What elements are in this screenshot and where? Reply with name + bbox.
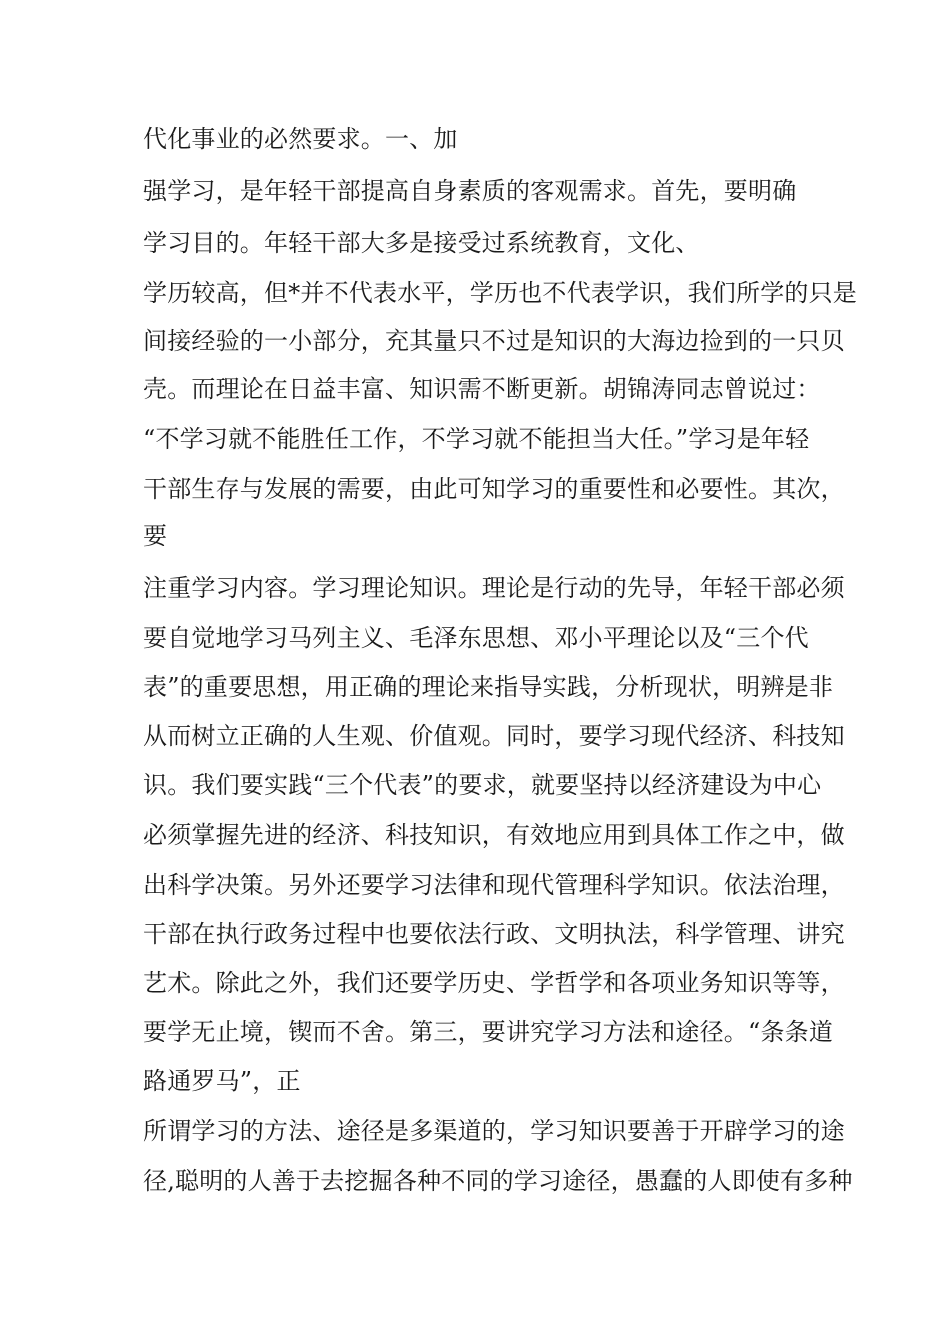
text-line: 代化事业的必然要求。一、加 [143,125,458,153]
text-line: 路通罗马”，正 [143,1067,301,1095]
text-line: 壳。而理论在日益丰富、知识需不断更新。胡锦涛同志曾说过： [143,375,821,403]
text-line: 艺术。除此之外，我们还要学历史、学哲学和各项业务知识等等， [143,969,845,997]
text-line: 强学习，是年轻干部提高自身素质的客观需求。首先，要明确 [143,177,797,205]
text-line: 必须掌握先进的经济、科技知识，有效地应用到具体工作之中，做 [143,821,845,849]
text-line: 所谓学习的方法、途径是多渠道的，学习知识要善于开辟学习的途 [143,1117,845,1145]
text-line: 要 [143,522,168,550]
text-line: 干部生存与发展的需要，由此可知学习的重要性和必要性。其次， [143,475,845,503]
text-line: 表”的重要思想，用正确的理论来指导实践，分析现状，明辨是非 [143,673,834,701]
text-line: 学习目的。年轻干部大多是接受过系统教育，文化、 [143,229,700,257]
text-line: “不学习就不能胜任工作，不学习就不能担当大任。”学习是年轻 [143,425,810,453]
text-line: 要自觉地学习马列主义、毛泽东思想、邓小平理论以及“三个代 [143,624,809,652]
text-line: 学历较高，但*并不代表水平，学历也不代表学识，我们所学的只是 [143,279,857,307]
text-line: 识。我们要实践“三个代表”的要求，就要坚持以经济建设为中心 [143,771,822,799]
text-line: 径,聪明的人善于去挖掘各种不同的学习途径，愚蠢的人即使有多种 [143,1167,853,1195]
text-line: 干部在执行政务过程中也要依法行政、文明执法，科学管理、讲究 [143,920,845,948]
text-line: 要学无止境，锲而不舍。第三，要讲究学习方法和途径。“条条道 [143,1018,834,1046]
text-line: 出科学决策。另外还要学习法律和现代管理科学知识。依法治理， [143,871,845,899]
text-line: 从而树立正确的人生观、价值观。同时，要学习现代经济、科技知 [143,722,845,750]
text-line: 间接经验的一小部分，充其量只不过是知识的大海边捡到的一只贝 [143,327,845,355]
text-line: 注重学习内容。学习理论知识。理论是行动的先导，年轻干部必须 [143,574,845,602]
